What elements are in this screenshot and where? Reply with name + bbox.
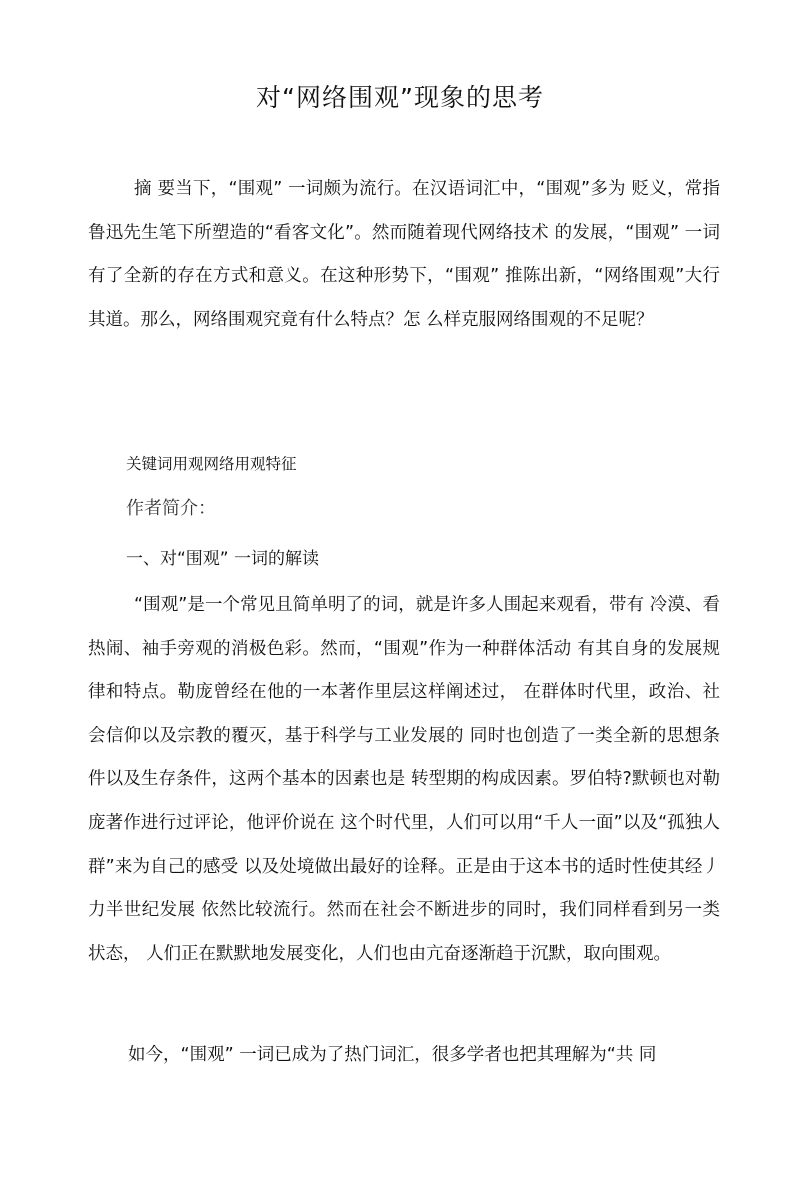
- body-paragraph-2-text: 如今，“围观” 一词已成为了热门词汇，很多学者也把其理解为“共 同: [128, 1045, 657, 1065]
- keywords-line: 关键词用观网络用观特征: [126, 455, 297, 473]
- section-heading: 一、对“围观” 一词的解读: [126, 549, 320, 569]
- abstract-paragraph: [88, 168, 720, 342]
- author-intro-label: 作者简介：: [126, 498, 216, 519]
- document-title: 对“网络围观”现象的思考: [256, 83, 544, 112]
- body-paragraph-1-text: “围观”是一个常见且简单明了的词，就是许多人围起来观看，带有 冷漠、看热闹、袖手旁观的消极色彩。然而，“围观”作为一种群体活动 有其自身的发展规律和特点。勒庞曾经在他的一本著作里层这样阐述过， 在群体时代里，政治、社会信仰以及宗教的覆灭，基于科学与工业发展的 同时也创造了一类全新的思想条件以及生存条件，这两个基本的因素也是 转型期的构成因素。罗伯特?默顿也对勒庞著作进行过评论，他评价说在 这个时代里，人们可以用“千人一面”以及“孤独人群”来为自己的感受 以及处境做出最好的诠释。正是由于这本书的适时性使其经丿力半世纪发展 依然比较流行。然而在社会不断进步的同时，我们同样看到另一类状态， 人们正在默默地发展变化，人们也由亢奋逐渐趋于沉默，取向围观。: [88, 595, 720, 964]
- body-paragraph-2: [88, 1034, 720, 1078]
- abstract-text: 摘 要当下，“围观” 一词颇为流行。在汉语词汇中，“围观”多为 贬义，常指鲁迅先生笔下所塑造的“看客文化”。然而随着现代网络技术 的发展，“围观” 一词有了全新的存在方式和意义。在这种形势下，“围观” 推陈出新，“网络围观”大行其道。那么，网络围观究竟有什么特点？怎 么样克服网络围观的不足呢？: [88, 179, 720, 330]
- body-paragraph-1: [88, 584, 720, 976]
